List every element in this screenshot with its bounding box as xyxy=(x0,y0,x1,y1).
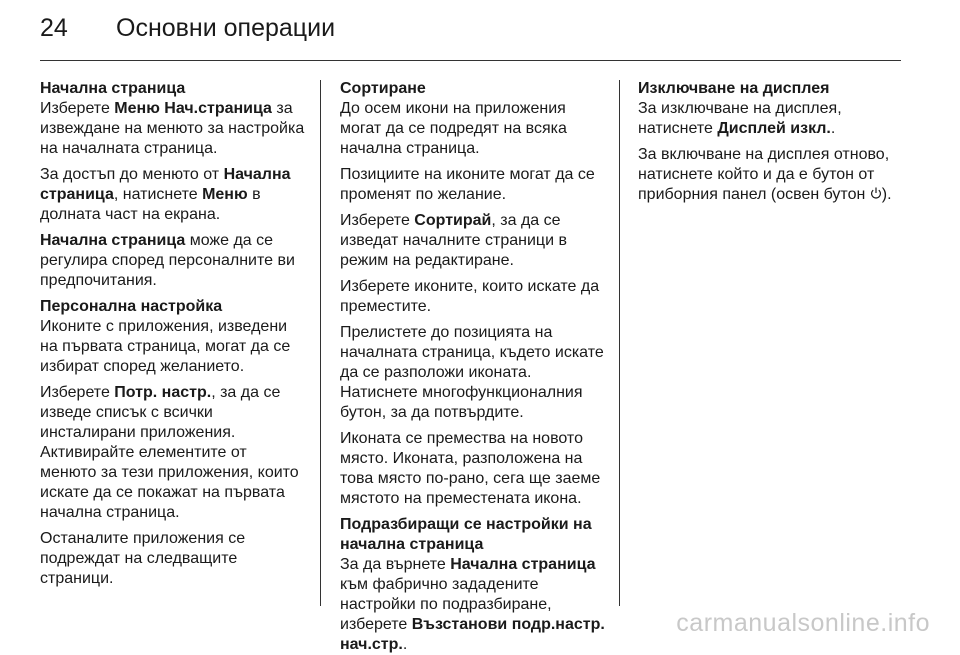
text-line xyxy=(40,463,312,483)
text-line xyxy=(638,99,910,119)
text-line xyxy=(638,145,910,165)
text-line xyxy=(40,139,312,159)
text-line xyxy=(340,403,612,423)
text-line xyxy=(340,635,612,655)
power-icon xyxy=(870,185,882,201)
ui-term: Меню xyxy=(202,186,248,203)
ui-term: Дисплей изкл. xyxy=(717,120,831,137)
text-run: променят по желание. xyxy=(340,186,507,203)
text-run: До осем икони на приложения xyxy=(340,100,566,117)
text-run: . xyxy=(402,636,408,653)
text-run: началната страница, където искате xyxy=(340,344,604,361)
text-run: място. Иконата, разположена на xyxy=(340,450,583,467)
page-title: Основни операции xyxy=(116,14,336,42)
text-line xyxy=(40,483,312,503)
text-line xyxy=(40,357,312,377)
text-run: Изберете xyxy=(40,384,115,401)
text-line xyxy=(40,423,312,443)
text-line xyxy=(340,489,612,509)
text-run: преместите. xyxy=(340,298,432,315)
text-line xyxy=(340,555,612,575)
text-run: инсталирани приложения. xyxy=(40,424,236,441)
text-line xyxy=(340,595,612,615)
text-run: , натиснете xyxy=(113,186,203,203)
section-heading: Начална страница xyxy=(40,80,186,97)
text-run: менюто за тези приложения, които xyxy=(40,464,299,481)
text-run: Изберете иконите, които искате да xyxy=(340,278,600,295)
text-line xyxy=(340,469,612,489)
section-heading: начална страница xyxy=(340,536,484,553)
text-run: За включване на дисплея отново, xyxy=(638,146,890,163)
text-run: Останалите приложения се xyxy=(40,530,246,547)
text-line xyxy=(638,185,910,205)
text-run: Изберете xyxy=(40,100,115,117)
text-line xyxy=(40,503,312,523)
text-run: натиснете който и да е бутон от xyxy=(638,166,875,183)
section-heading: Сортиране xyxy=(340,80,426,97)
text-line xyxy=(40,443,312,463)
ui-term: Начална xyxy=(223,166,291,183)
ui-term: Начална страница xyxy=(450,556,596,573)
text-run: могат да се подредят на всяка xyxy=(340,120,567,137)
text-line xyxy=(40,383,312,403)
text-run: Прелистете до позицията на xyxy=(340,324,553,341)
text-run: искате да се покажат на първата xyxy=(40,484,285,501)
header-rule xyxy=(40,60,901,61)
text-line xyxy=(340,211,612,231)
text-line xyxy=(340,139,612,159)
text-run: долната част на екрана. xyxy=(40,206,221,223)
text-run: Активирайте елементите от xyxy=(40,444,247,461)
text-line xyxy=(40,271,312,291)
text-run: , за да се xyxy=(211,384,281,401)
text-run: , за да се xyxy=(491,212,561,229)
text-run: изберете xyxy=(340,616,412,633)
text-line xyxy=(40,119,312,139)
text-line xyxy=(638,165,910,185)
text-line xyxy=(40,99,312,119)
text-line xyxy=(340,575,612,595)
text-line xyxy=(340,99,612,119)
text-run: Иконите с приложения, изведени xyxy=(40,318,288,335)
ui-term: нач.стр. xyxy=(340,636,403,653)
section-heading: Персонална настройка xyxy=(40,298,223,315)
text-run: изведе списък с всички xyxy=(40,404,213,421)
text-run: За да върнете xyxy=(340,556,451,573)
text-run: Позициите на иконите могат да се xyxy=(340,166,595,183)
text-line xyxy=(40,185,312,205)
text-run: За достъп до менюто от xyxy=(40,166,224,183)
text-run: ). xyxy=(881,186,892,203)
text-run: извеждане на менюто за настройка xyxy=(40,120,305,137)
page-number: 24 xyxy=(40,14,68,42)
text-run: за xyxy=(271,100,293,117)
text-line xyxy=(40,337,312,357)
ui-term: Потр. настр. xyxy=(114,384,212,401)
text-run: това място по-рано, сега ще заеме xyxy=(340,470,601,487)
text-run: настройки по подразбиране, xyxy=(340,596,552,613)
text-run: на началната страница. xyxy=(40,140,218,157)
section-heading: Подразбиращи се настройки на xyxy=(340,516,592,533)
text-line xyxy=(340,251,612,271)
column-divider xyxy=(320,80,321,606)
text-line xyxy=(340,363,612,383)
text-run: мястото на преместената икона. xyxy=(340,490,582,507)
text-line xyxy=(40,205,312,225)
text-run: За изключване на дисплея, xyxy=(638,100,842,117)
text-line xyxy=(340,383,612,403)
text-line xyxy=(340,185,612,205)
text-run: предпочитания. xyxy=(40,272,157,289)
text-run: начална страница. xyxy=(340,140,480,157)
text-line xyxy=(638,119,910,139)
text-column-1 xyxy=(40,79,312,589)
text-run: страници. xyxy=(40,570,114,587)
ui-term: Сортирай xyxy=(414,212,492,229)
ui-term: Начална страница xyxy=(40,232,186,249)
text-run: Натиснете многофункционалния xyxy=(340,384,583,401)
text-line xyxy=(340,297,612,317)
text-run: избират според желанието. xyxy=(40,358,245,375)
text-run: изведат началните страници в xyxy=(340,232,567,249)
text-line xyxy=(40,549,312,569)
text-run: бутон, за да потвърдите. xyxy=(340,404,524,421)
watermark: carmanualsonline.info xyxy=(676,609,930,637)
ui-term: Меню Нач.страница xyxy=(114,100,272,117)
text-run: регулира според персоналните ви xyxy=(40,252,295,269)
text-run: на първата страница, могат да се xyxy=(40,338,291,355)
ui-term: Възстанови подр.настр. xyxy=(411,616,605,633)
text-line xyxy=(340,429,612,449)
text-run: Изберете xyxy=(340,212,415,229)
text-column-3 xyxy=(638,79,910,205)
text-line xyxy=(340,165,612,185)
text-run: може да се xyxy=(185,232,274,249)
text-line xyxy=(340,231,612,251)
text-line xyxy=(40,251,312,271)
text-line xyxy=(40,231,312,251)
text-run: към фабрично зададените xyxy=(340,576,539,593)
ui-term: страница xyxy=(40,186,114,203)
text-run: подреждат на следващите xyxy=(40,550,238,567)
column-divider xyxy=(619,80,620,606)
text-run: Иконата се премества на новото xyxy=(340,430,583,447)
text-line xyxy=(40,165,312,185)
text-run: в xyxy=(247,186,261,203)
text-line xyxy=(340,277,612,297)
text-line xyxy=(340,449,612,469)
text-line xyxy=(340,119,612,139)
text-run: приборния панел (освен бутон xyxy=(638,186,870,203)
text-line xyxy=(340,615,612,635)
text-run: . xyxy=(830,120,836,137)
text-run: начална страница. xyxy=(40,504,180,521)
text-line xyxy=(40,529,312,549)
text-column-2 xyxy=(340,79,612,655)
text-line xyxy=(40,317,312,337)
text-line xyxy=(340,323,612,343)
text-line xyxy=(40,403,312,423)
text-line xyxy=(40,569,312,589)
section-heading: Изключване на дисплея xyxy=(638,80,830,97)
text-run: натиснете xyxy=(638,120,718,137)
text-run: режим на редактиране. xyxy=(340,252,514,269)
text-run: да се разположи иконата. xyxy=(340,364,532,381)
text-line xyxy=(340,343,612,363)
